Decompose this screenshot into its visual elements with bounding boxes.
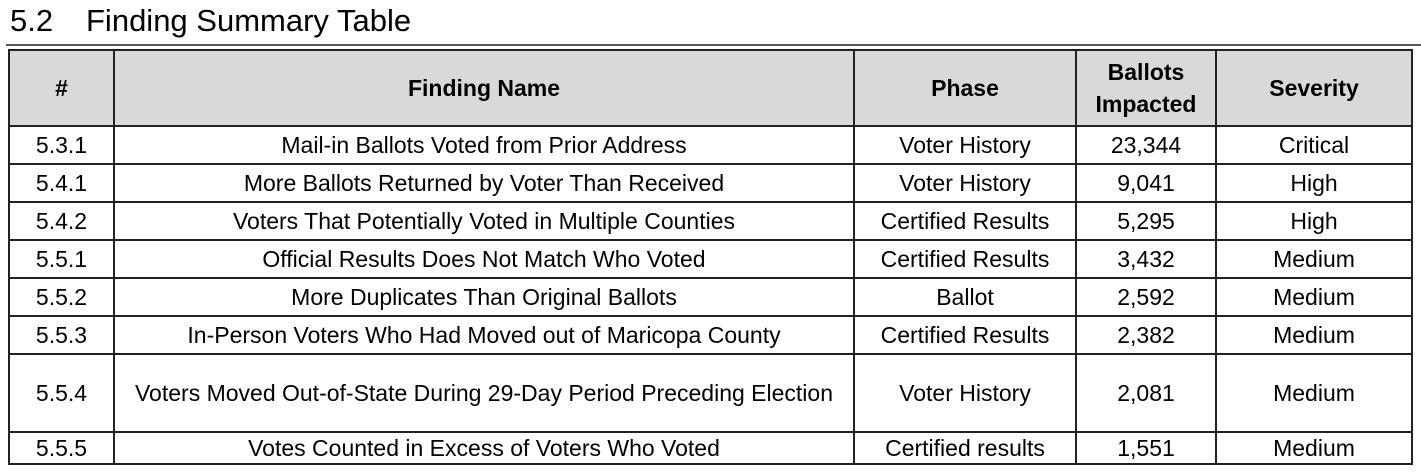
cell-finding-name: More Ballots Returned by Voter Than Received (114, 164, 854, 202)
cell-severity: Critical (1216, 126, 1412, 164)
cell-severity: Medium (1216, 278, 1412, 316)
cell-number: 5.4.2 (9, 202, 114, 240)
cell-severity: Medium (1216, 240, 1412, 278)
column-header-finding-name: Finding Name (114, 50, 854, 126)
column-header-phase: Phase (854, 50, 1076, 126)
cell-number: 5.4.1 (9, 164, 114, 202)
cell-ballots-impacted: 1,551 (1076, 432, 1216, 464)
cell-severity: High (1216, 202, 1412, 240)
cell-severity: Medium (1216, 354, 1412, 432)
cell-phase: Certified Results (854, 202, 1076, 240)
cell-finding-name: In-Person Voters Who Had Moved out of Maricopa County (114, 316, 854, 354)
cell-number: 5.5.1 (9, 240, 114, 278)
cell-ballots-impacted: 2,382 (1076, 316, 1216, 354)
finding-summary-table (8, 49, 1413, 465)
cell-finding-name: More Duplicates Than Original Ballots (114, 278, 854, 316)
cell-phase: Voter History (854, 164, 1076, 202)
cell-ballots-impacted: 23,344 (1076, 126, 1216, 164)
cell-number: 5.5.5 (9, 432, 114, 464)
cell-phase: Ballot (854, 278, 1076, 316)
cell-number: 5.3.1 (9, 126, 114, 164)
cell-number: 5.5.3 (9, 316, 114, 354)
column-header-number: # (9, 50, 114, 126)
cell-finding-name: Mail-in Ballots Voted from Prior Address (114, 126, 854, 164)
cell-finding-name: Official Results Does Not Match Who Voted (114, 240, 854, 278)
cell-phase: Voter History (854, 354, 1076, 432)
column-header-severity: Severity (1216, 50, 1412, 126)
section-heading (10, 0, 411, 42)
table-row (9, 354, 1412, 432)
heading-rule (6, 44, 1421, 46)
cell-finding-name: Votes Counted in Excess of Voters Who Voted (114, 432, 854, 464)
cell-ballots-impacted: 2,592 (1076, 278, 1216, 316)
table-row (9, 164, 1412, 202)
cell-phase: Certified Results (854, 240, 1076, 278)
table-row (9, 202, 1412, 240)
cell-phase: Voter History (854, 126, 1076, 164)
cell-severity: High (1216, 164, 1412, 202)
column-header-ballots-impacted: Ballots Impacted (1076, 50, 1216, 126)
table-row (9, 432, 1412, 464)
cell-ballots-impacted: 5,295 (1076, 202, 1216, 240)
cell-phase: Certified results (854, 432, 1076, 464)
cell-severity: Medium (1216, 316, 1412, 354)
table-row (9, 316, 1412, 354)
cell-ballots-impacted: 2,081 (1076, 354, 1216, 432)
cell-ballots-impacted: 9,041 (1076, 164, 1216, 202)
cell-finding-name: Voters Moved Out-of-State During 29-Day Period Preceding Election (114, 354, 854, 432)
section-title: Finding Summary Table (86, 3, 412, 38)
cell-ballots-impacted: 3,432 (1076, 240, 1216, 278)
cell-number: 5.5.2 (9, 278, 114, 316)
table-row (9, 278, 1412, 316)
table-header-row (9, 50, 1412, 126)
table-row (9, 240, 1412, 278)
cell-finding-name: Voters That Potentially Voted in Multiple Counties (114, 202, 854, 240)
table-row (9, 126, 1412, 164)
cell-number: 5.5.4 (9, 354, 114, 432)
cell-severity: Medium (1216, 432, 1412, 464)
cell-phase: Certified Results (854, 316, 1076, 354)
section-number: 5.2 (10, 3, 54, 38)
